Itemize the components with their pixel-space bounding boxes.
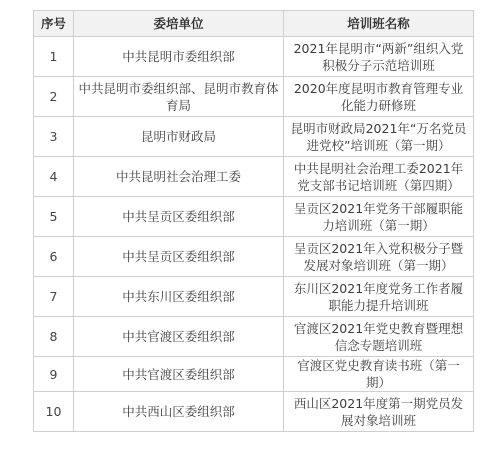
row-unit: 中共昆明市委组织部、昆明市教育体育局 xyxy=(74,77,284,117)
row-name: 中共昆明社会治理工委2021年党支部书记培训班（第四期） xyxy=(284,157,474,197)
table-row xyxy=(34,197,474,237)
table-header-row xyxy=(34,11,474,37)
row-no: 6 xyxy=(34,237,74,277)
row-no: 10 xyxy=(34,392,74,432)
table-row xyxy=(34,77,474,117)
row-unit: 中共昆明社会治理工委 xyxy=(74,157,284,197)
row-no: 9 xyxy=(34,357,74,392)
row-no: 7 xyxy=(34,277,74,317)
row-unit: 中共官渡区委组织部 xyxy=(74,317,284,357)
header-name: 培训班名称 xyxy=(284,11,474,37)
row-unit: 中共昆明市委组织部 xyxy=(74,37,284,77)
row-unit: 中共西山区委组织部 xyxy=(74,392,284,432)
row-unit: 中共呈贡区委组织部 xyxy=(74,197,284,237)
row-name: 官渡区党史教育读书班（第一期） xyxy=(284,357,474,392)
header-no: 序号 xyxy=(34,11,74,37)
table-row xyxy=(34,37,474,77)
row-name: 官渡区2021年党史教育暨理想信念专题培训班 xyxy=(284,317,474,357)
table-row xyxy=(34,237,474,277)
row-name: 昆明市财政局2021年“万名党员进党校”培训班（第一期） xyxy=(284,117,474,157)
row-unit: 中共官渡区委组织部 xyxy=(74,357,284,392)
row-no: 4 xyxy=(34,157,74,197)
table-row xyxy=(34,357,474,392)
row-no: 8 xyxy=(34,317,74,357)
row-name: 呈贡区2021年党务干部履职能力培训班（第一期） xyxy=(284,197,474,237)
row-no: 1 xyxy=(34,37,74,77)
row-unit: 中共呈贡区委组织部 xyxy=(74,237,284,277)
row-unit: 中共东川区委组织部 xyxy=(74,277,284,317)
row-no: 3 xyxy=(34,117,74,157)
header-unit: 委培单位 xyxy=(74,11,284,37)
row-name: 东川区2021年度党务工作者履职能力提升培训班 xyxy=(284,277,474,317)
row-name: 2020年度昆明市教育管理专业化能力研修班 xyxy=(284,77,474,117)
table-row xyxy=(34,277,474,317)
table-row xyxy=(34,117,474,157)
table-row xyxy=(34,157,474,197)
row-no: 5 xyxy=(34,197,74,237)
row-name: 2021年昆明市“两新”组织入党积极分子示范培训班 xyxy=(284,37,474,77)
table-row xyxy=(34,392,474,432)
training-class-table xyxy=(33,10,474,432)
row-unit: 昆明市财政局 xyxy=(74,117,284,157)
table-row xyxy=(34,317,474,357)
row-name: 呈贡区2021年入党积极分子暨发展对象培训班（第一期） xyxy=(284,237,474,277)
row-no: 2 xyxy=(34,77,74,117)
row-name: 西山区2021年度第一期党员发展对象培训班 xyxy=(284,392,474,432)
